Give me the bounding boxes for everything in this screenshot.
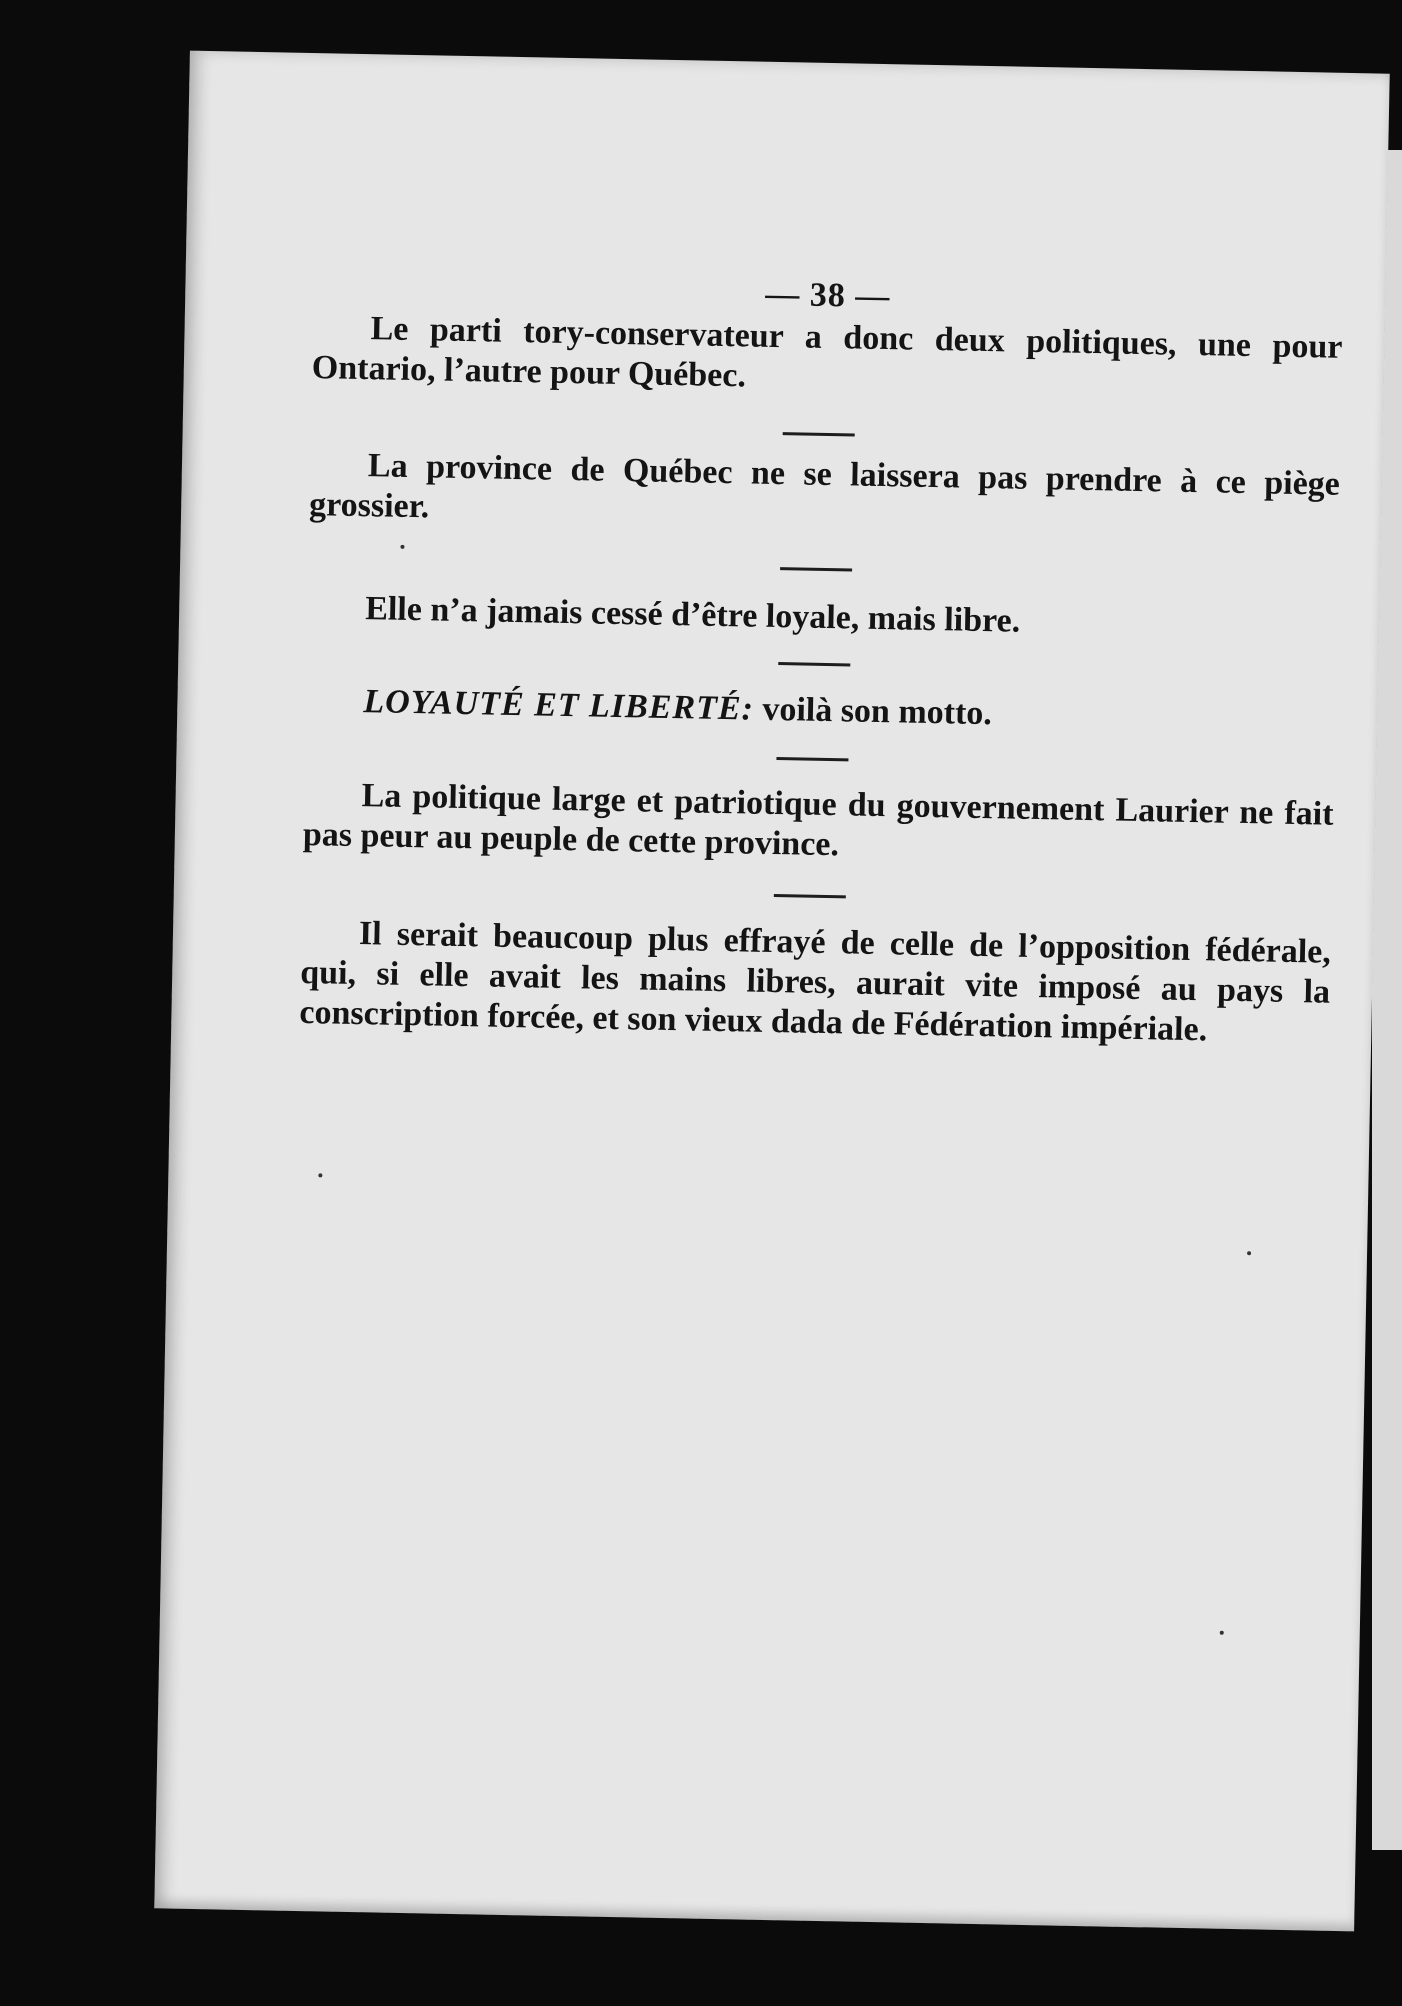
paragraph-1: Le parti tory-conservateur a donc deux politiques, une pour Ontario, l’autre pour Québec. [311, 310, 1343, 395]
paper-speck [1220, 1631, 1224, 1635]
separator-rule [774, 894, 846, 898]
paper-speck [1247, 1251, 1251, 1255]
paragraph-2: La province de Québec ne se laissera pas prendre à ce piège grossier. [308, 447, 1341, 526]
paper-speck [318, 1173, 322, 1177]
separator-rule [776, 757, 848, 761]
separator-rule [780, 567, 852, 571]
separator-rule [778, 662, 850, 666]
book-page [154, 51, 1389, 1932]
paragraph-3: Elle n’a jamais cessé d’être loyale, mais libre. [364, 590, 1021, 640]
motto-emphasis: LOYAUTÉ ET LIBERTÉ: [363, 683, 755, 728]
separator-rule [783, 432, 855, 436]
paper-speck [400, 545, 404, 549]
paragraph-5: Il serait beaucoup plus effrayé de celle de l’opposition fédérale, qui, si elle avait les mains libres, aurait vite imposé au pays la conscription forcée, et son vieux dada de Fédération impériale. [299, 915, 1332, 1049]
paragraph-4: La politique large et patriotique du gouvernement Laurier ne fait pas peur au peuple de cette province. [302, 777, 1334, 864]
page-number: — 38 — [765, 275, 891, 316]
motto-line [305, 681, 1336, 741]
motto-text: voilà son motto. [753, 690, 993, 733]
